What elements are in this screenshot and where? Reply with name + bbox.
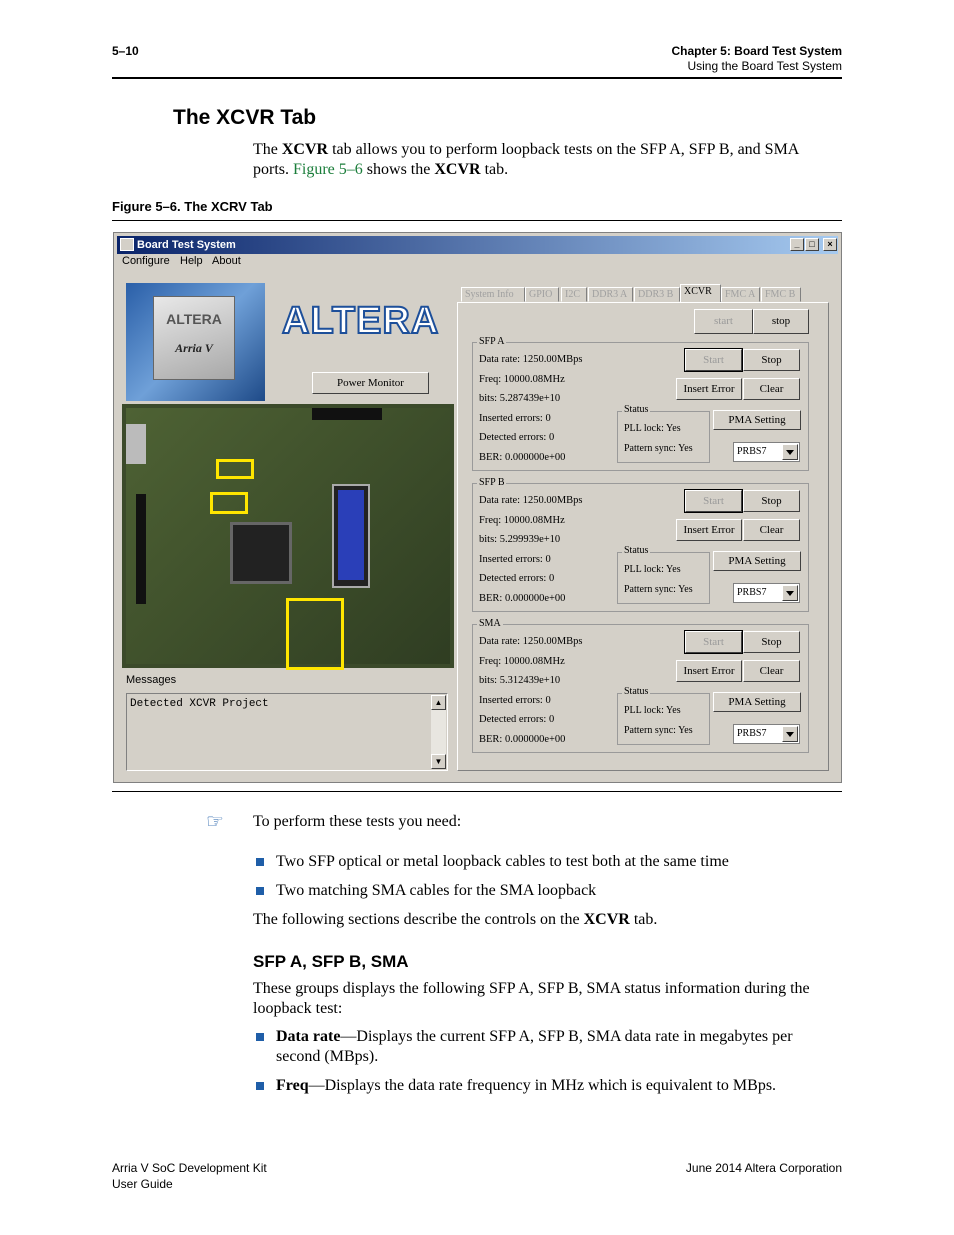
header-rule (112, 77, 842, 79)
sma-start-button[interactable]: Start (685, 631, 742, 653)
sfp-a-status-group (617, 411, 710, 463)
message-line: Detected XCVR Project (130, 698, 269, 710)
sma-pll-lock: PLL lock: Yes (624, 705, 681, 716)
sma-ber: BER: 0.000000e+00 (479, 734, 566, 745)
altera-logo: ALTERA (282, 300, 440, 342)
messages-scrollbar[interactable] (431, 695, 446, 769)
following-paragraph: The following sections describe the controls on the XCVR tab. (253, 911, 658, 928)
fpga-chip (230, 522, 292, 584)
hand-pointer-icon: ☞ (206, 811, 224, 833)
figure-link[interactable]: Figure 5–6 (293, 161, 363, 178)
footer-doc-title: Arria V SoC Development Kit (112, 1161, 267, 1175)
highlight-sma-2 (210, 492, 248, 514)
sfp-b-pattern-sync: Pattern sync: Yes (624, 584, 693, 595)
figure-bottom-rule (112, 791, 842, 792)
section-heading: The XCVR Tab (173, 106, 317, 129)
bullet-item: Two matching SMA cables for the SMA loopback (276, 882, 597, 899)
messages-label: Messages (126, 674, 177, 686)
sfp-b-detected-errors: Detected errors: 0 (479, 573, 555, 584)
sma-freq: Freq: 10000.08MHz (479, 656, 565, 667)
close-icon[interactable]: × (823, 238, 837, 251)
sfp-a-pll-lock: PLL lock: Yes (624, 423, 681, 434)
sma-status-group (617, 693, 710, 745)
highlight-sfp (286, 598, 344, 670)
tab-xcvr[interactable]: XCVR (680, 284, 721, 303)
sma-inserted-errors: Inserted errors: 0 (479, 695, 551, 706)
chevron-down-icon[interactable] (782, 585, 798, 601)
power-monitor-button[interactable]: Power Monitor (312, 372, 429, 394)
minimize-icon[interactable]: _ (790, 238, 804, 251)
bullet-item-data-rate: Data rate—Displays the current SFP A, SFP B, SMA data rate in megabytes per second (MBps). (276, 1028, 793, 1065)
sfp-b-clear-button[interactable]: Clear (743, 519, 800, 541)
sfp-a-status-label: Status (624, 404, 649, 415)
sma-pma-setting-button[interactable]: PMA Setting (713, 692, 801, 712)
menu-help[interactable]: Help (180, 255, 203, 267)
tab-ddr3a[interactable]: DDR3 A (588, 287, 633, 302)
menu-configure[interactable]: Configure (122, 255, 170, 267)
global-start-button[interactable]: start (694, 309, 753, 334)
tab-system-info[interactable]: System Info (461, 287, 525, 302)
section-title: Using the Board Test System (687, 59, 842, 73)
board-photo (122, 404, 454, 668)
app-icon (120, 238, 134, 251)
scroll-down-icon[interactable]: ▼ (431, 754, 446, 769)
bullet-item-freq: Freq—Displays the data rate frequency in MHz which is equivalent to MBps. (276, 1077, 777, 1094)
sfp-b-data-rate: Data rate: 1250.00MBps (479, 495, 583, 506)
tab-fmca[interactable]: FMC A (721, 287, 760, 302)
bullet-item: Two SFP optical or metal loopback cables to test both at the same time (276, 853, 729, 870)
footer-doc-type: User Guide (112, 1177, 173, 1191)
sfp-b-freq: Freq: 10000.08MHz (479, 515, 565, 526)
sfp-a-detected-errors: Detected errors: 0 (479, 432, 555, 443)
messages-box[interactable] (126, 693, 448, 771)
chapter-title: Chapter 5: Board Test System (671, 44, 842, 58)
figure-caption: Figure 5–6. The XCRV Tab (112, 199, 273, 214)
global-stop-button[interactable]: stop (753, 309, 809, 334)
sma-prbs-select[interactable]: PRBS7 (733, 724, 800, 744)
sfp-b-pll-lock: PLL lock: Yes (624, 564, 681, 575)
sfp-b-stop-button[interactable]: Stop (743, 490, 800, 512)
tab-fmcb[interactable]: FMC B (761, 287, 801, 302)
bullet-icon (256, 1082, 264, 1090)
sfp-a-clear-button[interactable]: Clear (743, 378, 800, 400)
sma-stop-button[interactable]: Stop (743, 631, 800, 653)
sfp-a-pma-setting-button[interactable]: PMA Setting (713, 410, 801, 430)
window-title: Board Test System (137, 239, 236, 251)
menu-about[interactable]: About (212, 255, 241, 267)
sma-detected-errors: Detected errors: 0 (479, 714, 555, 725)
sma-status-label: Status (624, 686, 649, 697)
sfp-a-inserted-errors: Inserted errors: 0 (479, 413, 551, 424)
sfp-a-prbs-select[interactable]: PRBS7 (733, 442, 800, 462)
group-label-sfp-b: SFP B (479, 477, 505, 488)
sfp-a-stop-button[interactable]: Stop (743, 349, 800, 371)
intro-paragraph: The XCVR tab allows you to perform loopback tests on the SFP A, SFP B, and SMA ports. Figure 5–6 shows the XCVR tab. (253, 141, 800, 178)
sma-insert-error-button[interactable]: Insert Error (676, 660, 742, 682)
chip-package: ALTERA Arria V (153, 296, 235, 380)
sfp-b-status-label: Status (624, 545, 649, 556)
tab-i2c[interactable]: I2C (561, 287, 587, 302)
page-number: 5–10 (112, 44, 139, 58)
sfp-b-ber: BER: 0.000000e+00 (479, 593, 566, 604)
sfp-a-pattern-sync: Pattern sync: Yes (624, 443, 693, 454)
tab-ddr3b[interactable]: DDR3 B (634, 287, 680, 302)
sfp-a-insert-error-button[interactable]: Insert Error (676, 378, 742, 400)
chevron-down-icon[interactable] (782, 726, 798, 742)
figure-top-rule (112, 220, 842, 221)
subsection-heading: SFP A, SFP B, SMA (253, 952, 409, 971)
bullet-icon (256, 858, 264, 866)
chevron-down-icon[interactable] (782, 444, 798, 460)
sfp-a-start-button[interactable]: Start (685, 349, 742, 371)
groups-paragraph: These groups displays the following SFP A, SFP B, SMA status information during the loopback test: (253, 980, 810, 1017)
sfp-b-bits: bits: 5.299939e+10 (479, 534, 561, 545)
sfp-b-insert-error-button[interactable]: Insert Error (676, 519, 742, 541)
sma-pattern-sync: Pattern sync: Yes (624, 725, 693, 736)
bullet-icon (256, 1033, 264, 1041)
title-bar (117, 236, 838, 254)
sma-clear-button[interactable]: Clear (743, 660, 800, 682)
sfp-a-bits: bits: 5.287439e+10 (479, 393, 561, 404)
footer-date-company: June 2014 Altera Corporation (685, 1161, 842, 1175)
sfp-a-ber: BER: 0.000000e+00 (479, 452, 566, 463)
sma-data-rate: Data rate: 1250.00MBps (479, 636, 583, 647)
group-label-sfp-a: SFP A (479, 336, 505, 347)
sfp-b-pma-setting-button[interactable]: PMA Setting (713, 551, 801, 571)
sfp-b-status-group (617, 552, 710, 604)
maximize-icon[interactable]: □ (805, 238, 819, 251)
sfp-b-prbs-select[interactable]: PRBS7 (733, 583, 800, 603)
highlight-sma (216, 459, 254, 479)
sma-bits: bits: 5.312439e+10 (479, 675, 561, 686)
tab-gpio[interactable]: GPIO (525, 287, 559, 302)
sfp-b-inserted-errors: Inserted errors: 0 (479, 554, 551, 565)
sfp-b-start-button[interactable]: Start (685, 490, 742, 512)
sfp-a-data-rate: Data rate: 1250.00MBps (479, 354, 583, 365)
bullet-icon (256, 887, 264, 895)
scroll-up-icon[interactable]: ▲ (431, 695, 446, 710)
chip-image (126, 283, 265, 401)
note-text: To perform these tests you need: (253, 813, 462, 830)
group-label-sma: SMA (479, 618, 501, 629)
sfp-a-freq: Freq: 10000.08MHz (479, 374, 565, 385)
